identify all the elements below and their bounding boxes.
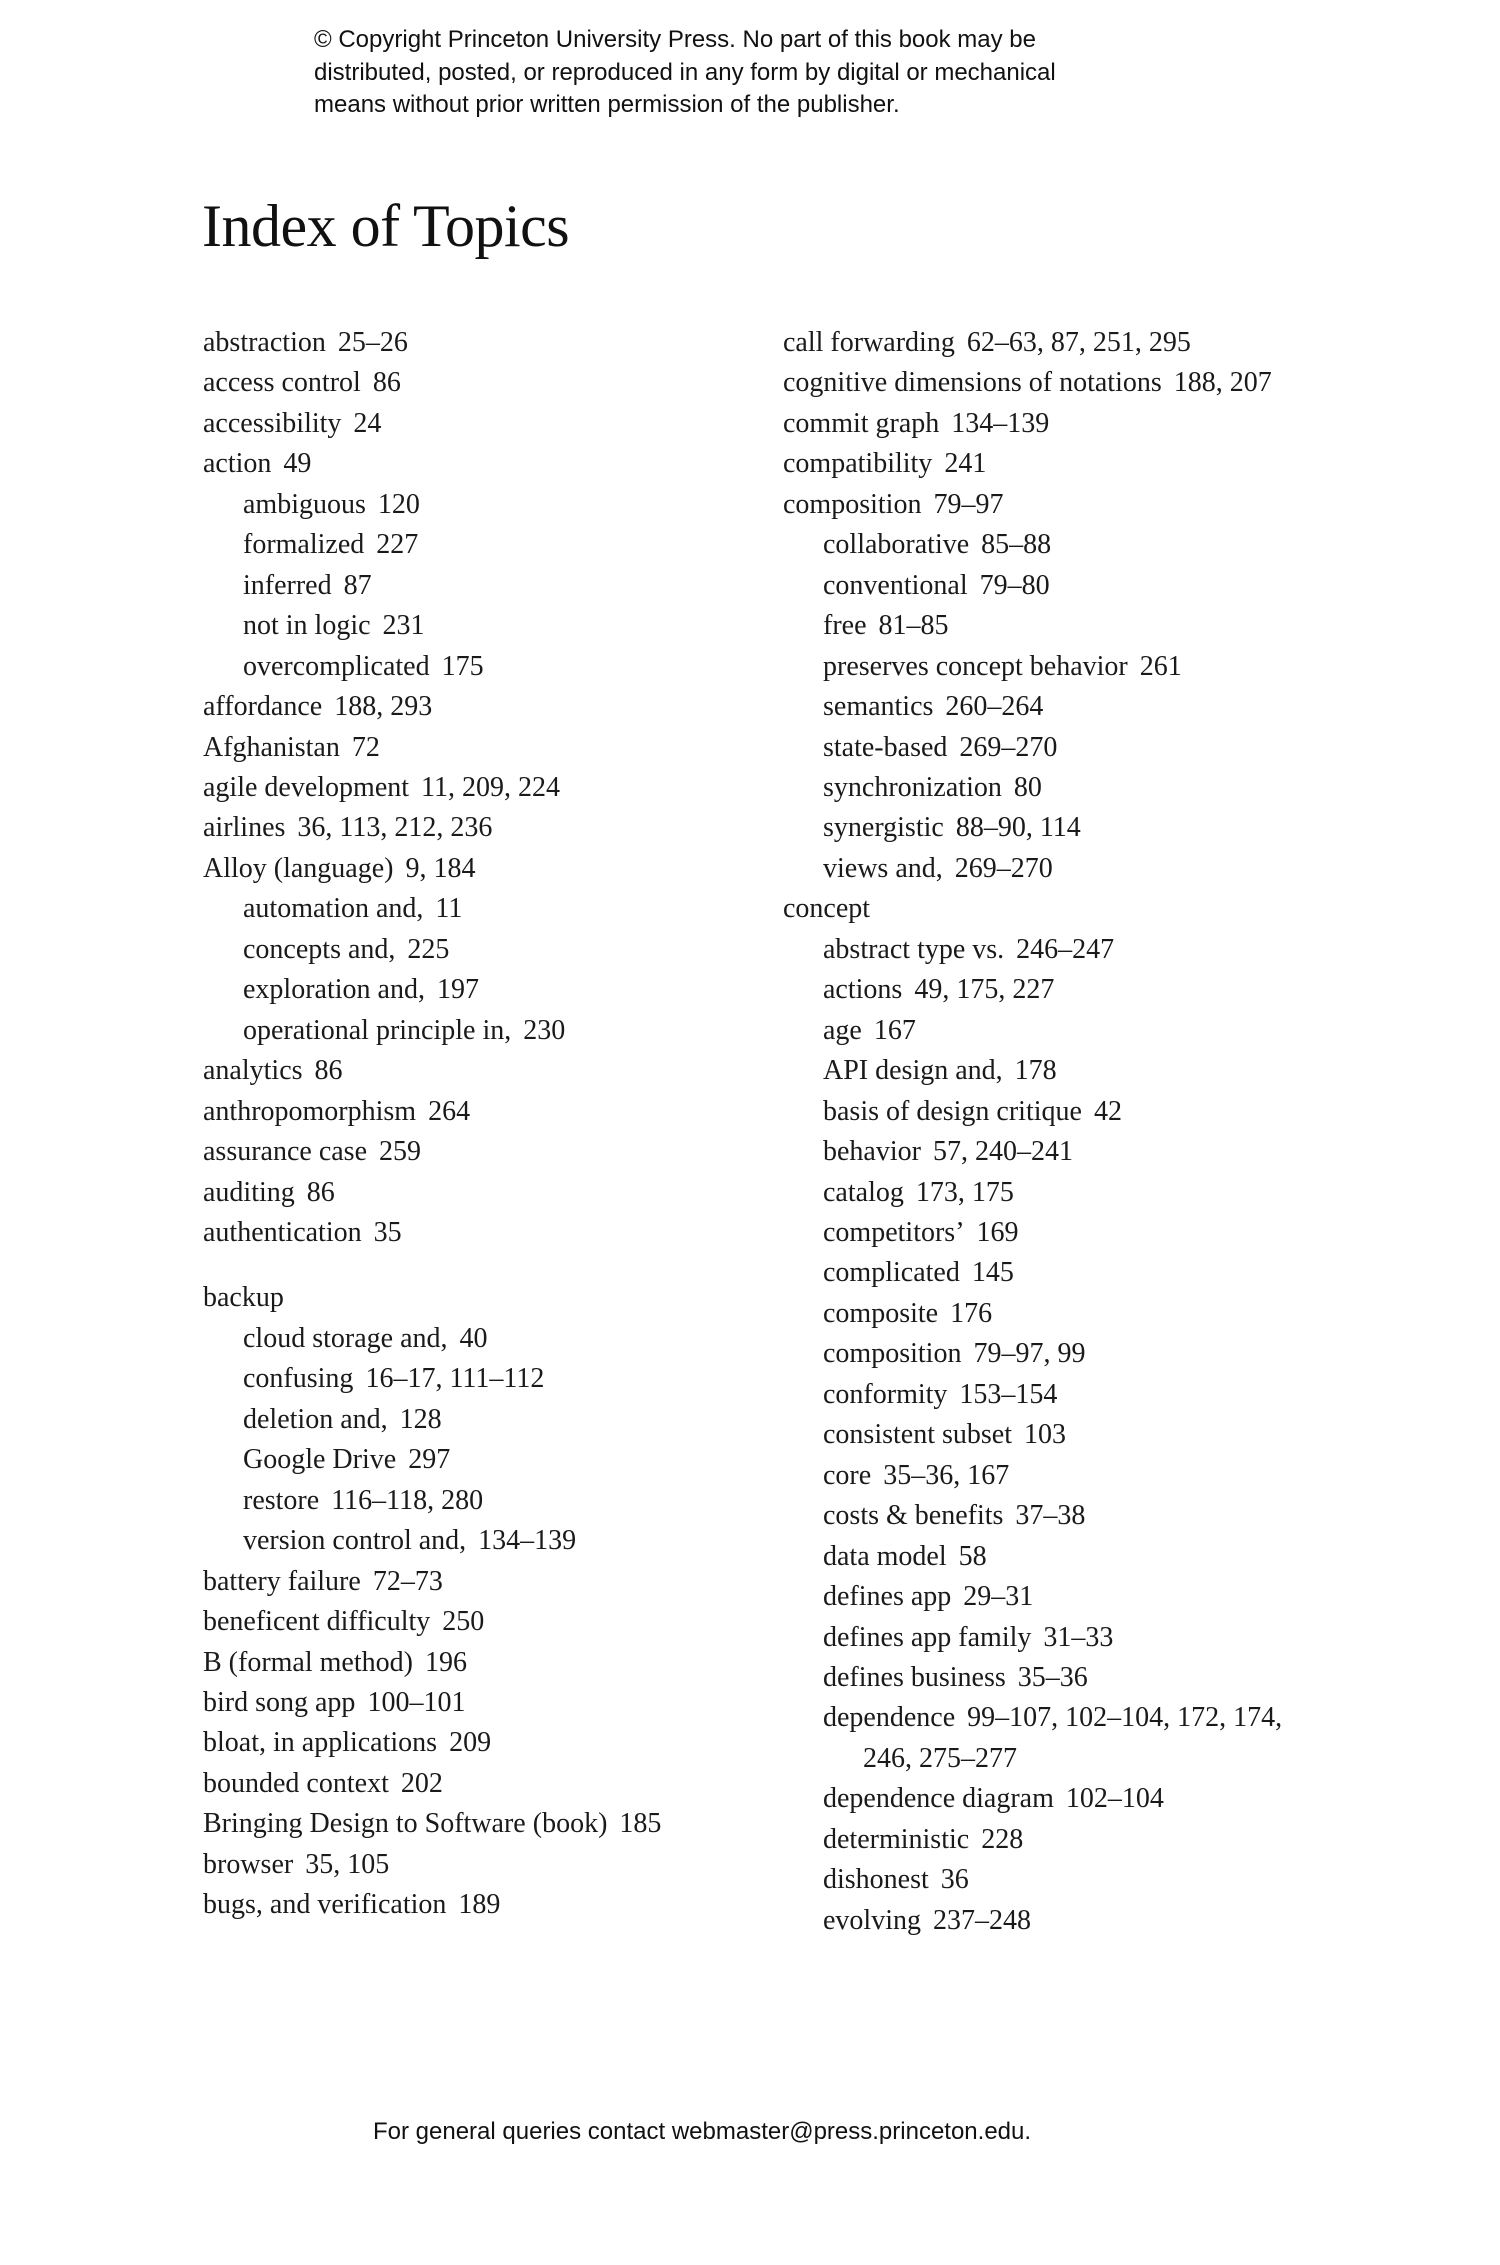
index-term: access control bbox=[203, 367, 361, 399]
index-subentry bbox=[783, 808, 1282, 848]
index-term: age bbox=[823, 1014, 862, 1046]
index-entry bbox=[203, 1885, 661, 1925]
page-title: Index of Topics bbox=[202, 193, 570, 259]
index-term: auditing bbox=[203, 1176, 295, 1208]
index-subentry bbox=[783, 1375, 1282, 1415]
index-subentry bbox=[203, 1359, 661, 1399]
index-term: bounded context bbox=[203, 1767, 389, 1799]
index-subentry bbox=[783, 606, 1282, 646]
page-numbers: 36 bbox=[940, 1864, 969, 1896]
index-column-left bbox=[203, 323, 661, 1926]
index-subentry bbox=[203, 1481, 661, 1521]
index-term: synchronization bbox=[823, 771, 1002, 803]
index-subentry bbox=[203, 1400, 661, 1440]
index-term: composite bbox=[823, 1297, 939, 1329]
index-term: formalized bbox=[243, 529, 365, 561]
page-numbers: 81–85 bbox=[878, 610, 949, 642]
copyright-line: means without prior written permission of the publisher. bbox=[314, 91, 900, 118]
index-term: restore bbox=[243, 1484, 320, 1516]
page-numbers: 176 bbox=[950, 1297, 993, 1329]
index-subentry bbox=[783, 647, 1282, 687]
index-subentry bbox=[783, 1496, 1282, 1536]
page-numbers: 9, 184 bbox=[405, 852, 476, 884]
page-numbers: 269–270 bbox=[954, 852, 1053, 884]
index-term: agile development bbox=[203, 771, 410, 803]
page-numbers: 120 bbox=[377, 488, 420, 520]
page-numbers: 35, 105 bbox=[305, 1848, 390, 1880]
page-numbers: 49, 175, 227 bbox=[914, 974, 1055, 1006]
index-entry-continuation bbox=[783, 1739, 1282, 1779]
page-numbers: 24 bbox=[353, 407, 382, 439]
page-numbers: 173, 175 bbox=[915, 1176, 1014, 1208]
index-subentry bbox=[783, 1901, 1282, 1941]
index-term: cognitive dimensions of notations bbox=[783, 367, 1162, 399]
index-subentry bbox=[783, 1577, 1282, 1617]
index-term: browser bbox=[203, 1848, 294, 1880]
index-term: API design and, bbox=[823, 1055, 1003, 1087]
index-entry bbox=[783, 323, 1282, 363]
index-term: ambiguous bbox=[243, 488, 366, 520]
index-entry bbox=[203, 1723, 661, 1763]
page-numbers: 246–247 bbox=[1016, 933, 1115, 965]
index-entry bbox=[203, 1092, 661, 1132]
page-numbers: 167 bbox=[873, 1014, 916, 1046]
index-term: operational principle in, bbox=[243, 1014, 512, 1046]
index-subentry bbox=[783, 687, 1282, 727]
index-term: dependence bbox=[823, 1702, 956, 1734]
index-term: automation and, bbox=[243, 893, 424, 925]
index-entry bbox=[203, 1562, 661, 1602]
index-entry bbox=[203, 1643, 661, 1683]
index-entry bbox=[203, 323, 661, 363]
page-numbers: 79–97, 99 bbox=[973, 1338, 1086, 1370]
copyright-line: © Copyright Princeton University Press. No part of this book may be bbox=[314, 26, 1036, 53]
page-numbers: 35 bbox=[373, 1216, 402, 1248]
page-numbers: 178 bbox=[1014, 1055, 1057, 1087]
index-subentry bbox=[783, 1334, 1282, 1374]
index-term: evolving bbox=[823, 1904, 921, 1936]
index-entry bbox=[203, 1278, 661, 1318]
index-term: actions bbox=[823, 974, 903, 1006]
index-subentry bbox=[203, 1011, 661, 1051]
index-term: composition bbox=[823, 1338, 962, 1370]
index-term: version control and, bbox=[243, 1525, 467, 1557]
index-entry bbox=[203, 1845, 661, 1885]
index-subentry bbox=[783, 525, 1282, 565]
page-numbers: 264 bbox=[428, 1095, 471, 1127]
page-numbers: 37–38 bbox=[1015, 1500, 1086, 1532]
index-entry bbox=[203, 728, 661, 768]
index-subentry bbox=[783, 1698, 1282, 1738]
page-numbers: 87 bbox=[343, 569, 372, 601]
index-term: dependence diagram bbox=[823, 1783, 1054, 1815]
page-numbers: 79–97 bbox=[933, 488, 1004, 520]
index-subentry bbox=[203, 1440, 661, 1480]
index-term: beneficent difficulty bbox=[203, 1606, 431, 1638]
page-numbers: 49 bbox=[283, 448, 312, 480]
index-term: synergistic bbox=[823, 812, 944, 844]
page-numbers: 79–80 bbox=[979, 569, 1050, 601]
index-subentry bbox=[783, 1860, 1282, 1900]
page-numbers: 225 bbox=[407, 933, 450, 965]
page-numbers: 86 bbox=[372, 367, 401, 399]
page-numbers: 169 bbox=[976, 1216, 1019, 1248]
page-numbers: 86 bbox=[306, 1176, 335, 1208]
index-term: Google Drive bbox=[243, 1444, 397, 1476]
page-numbers: 269–270 bbox=[959, 731, 1058, 763]
index-term: abstraction bbox=[203, 327, 326, 358]
index-term: defines business bbox=[823, 1661, 1006, 1693]
index-term: airlines bbox=[203, 812, 286, 844]
page-numbers: 209 bbox=[449, 1727, 492, 1759]
index-term: collaborative bbox=[823, 529, 970, 561]
page-numbers: 297 bbox=[408, 1444, 451, 1476]
index-term: core bbox=[823, 1459, 872, 1491]
index-entry bbox=[783, 889, 1282, 929]
page-numbers: 72–73 bbox=[372, 1565, 443, 1597]
index-term: catalog bbox=[823, 1176, 904, 1208]
index-term: deterministic bbox=[823, 1823, 970, 1855]
index-subentry bbox=[783, 1820, 1282, 1860]
index-subentry bbox=[783, 1253, 1282, 1293]
index-term: bugs, and verification bbox=[203, 1889, 447, 1921]
index-entry bbox=[783, 444, 1282, 484]
index-entry bbox=[783, 404, 1282, 444]
page-numbers: 228 bbox=[981, 1823, 1024, 1855]
page-numbers: 16–17, 111–112 bbox=[365, 1363, 545, 1395]
index-term: compatibility bbox=[783, 448, 933, 480]
page-numbers: 259 bbox=[379, 1136, 422, 1168]
index-term: semantics bbox=[823, 691, 934, 723]
index-term: competitors’ bbox=[823, 1216, 965, 1248]
page-numbers: 88–90, 114 bbox=[955, 812, 1081, 844]
index-term: accessibility bbox=[203, 407, 342, 439]
index-entry bbox=[203, 1173, 661, 1213]
index-subentry bbox=[203, 1319, 661, 1359]
index-term: dishonest bbox=[823, 1864, 929, 1896]
page-numbers: 246, 275–277 bbox=[863, 1742, 1017, 1774]
index-entry bbox=[783, 363, 1282, 403]
index-entry bbox=[783, 485, 1282, 525]
page-numbers: 261 bbox=[1139, 650, 1182, 682]
index-entry bbox=[203, 363, 661, 403]
page-numbers: 134–139 bbox=[951, 407, 1050, 439]
page-numbers: 189 bbox=[458, 1889, 501, 1921]
index-subentry bbox=[203, 1521, 661, 1561]
page-numbers: 72 bbox=[351, 731, 380, 763]
index-term: exploration and, bbox=[243, 974, 425, 1006]
index-subentry bbox=[203, 606, 661, 646]
index-entry bbox=[203, 1804, 661, 1844]
index-term: action bbox=[203, 448, 272, 480]
page-numbers: 134–139 bbox=[478, 1525, 577, 1557]
page-numbers: 260–264 bbox=[945, 691, 1044, 723]
index-entry bbox=[203, 1213, 661, 1253]
page-numbers: 36, 113, 212, 236 bbox=[297, 812, 493, 844]
index-term: assurance case bbox=[203, 1136, 368, 1168]
index-term: conformity bbox=[823, 1378, 948, 1410]
page-numbers: 31–33 bbox=[1043, 1621, 1114, 1653]
index-term: Alloy (language) bbox=[203, 852, 394, 884]
index-subentry bbox=[783, 1618, 1282, 1658]
index-term: abstract type vs. bbox=[823, 933, 1005, 965]
index-subentry bbox=[203, 647, 661, 687]
page-numbers: 231 bbox=[382, 610, 425, 642]
index-subentry bbox=[783, 970, 1282, 1010]
page-numbers: 40 bbox=[459, 1322, 488, 1354]
page-numbers: 153–154 bbox=[959, 1378, 1058, 1410]
index-term: backup bbox=[203, 1282, 284, 1314]
page-numbers: 196 bbox=[424, 1646, 467, 1678]
page-numbers: 29–31 bbox=[963, 1581, 1034, 1613]
page-numbers: 202 bbox=[400, 1767, 443, 1799]
index-subentry bbox=[783, 1415, 1282, 1455]
index-entry bbox=[203, 1602, 661, 1642]
index-term: behavior bbox=[823, 1136, 921, 1168]
page-numbers: 145 bbox=[971, 1257, 1014, 1289]
index-entry bbox=[203, 808, 661, 848]
index-subentry bbox=[203, 566, 661, 606]
page-numbers: 42 bbox=[1093, 1095, 1122, 1127]
page-numbers: 175 bbox=[441, 650, 484, 682]
index-entry bbox=[203, 1764, 661, 1804]
index-term: complicated bbox=[823, 1257, 960, 1289]
index-term: anthropomorphism bbox=[203, 1095, 417, 1127]
index-term: concept bbox=[783, 893, 871, 925]
page-numbers: 116–118, 280 bbox=[331, 1484, 484, 1516]
index-term: composition bbox=[783, 488, 922, 520]
index-term: analytics bbox=[203, 1055, 303, 1087]
page-numbers: 25–26 bbox=[337, 327, 408, 358]
index-term: affordance bbox=[203, 691, 323, 723]
index-term: inferred bbox=[243, 569, 332, 601]
index-subentry bbox=[203, 889, 661, 929]
index-term: consistent subset bbox=[823, 1419, 1012, 1451]
page-numbers: 185 bbox=[619, 1808, 662, 1840]
index-entry bbox=[203, 849, 661, 889]
index-entry bbox=[203, 1051, 661, 1091]
index-term: not in logic bbox=[243, 610, 371, 642]
index-subentry bbox=[783, 1779, 1282, 1819]
index-subentry bbox=[783, 1132, 1282, 1172]
page-numbers: 230 bbox=[523, 1014, 566, 1046]
page-numbers: 241 bbox=[944, 448, 987, 480]
page-numbers: 188, 207 bbox=[1173, 367, 1272, 399]
page-numbers: 86 bbox=[314, 1055, 343, 1087]
index-entry bbox=[203, 1132, 661, 1172]
index-subentry bbox=[783, 728, 1282, 768]
index-term: Bringing Design to Software (book) bbox=[203, 1808, 608, 1840]
index-subentry bbox=[783, 1173, 1282, 1213]
index-entry bbox=[203, 768, 661, 808]
page-numbers: 57, 240–241 bbox=[932, 1136, 1073, 1168]
page-numbers: 237–248 bbox=[933, 1904, 1031, 1936]
index-subentry bbox=[783, 1011, 1282, 1051]
page-numbers: 62–63, 87, 251, 295 bbox=[966, 327, 1191, 358]
page-numbers: 85–88 bbox=[981, 529, 1052, 561]
index-subentry bbox=[783, 768, 1282, 808]
page-numbers: 35–36 bbox=[1017, 1661, 1088, 1693]
page-numbers: 11, 209, 224 bbox=[421, 771, 561, 803]
index-entry bbox=[203, 404, 661, 444]
index-subentry bbox=[203, 485, 661, 525]
index-term: state-based bbox=[823, 731, 948, 763]
index-term: bloat, in applications bbox=[203, 1727, 438, 1759]
index-term: Afghanistan bbox=[203, 731, 340, 763]
index-subentry bbox=[203, 525, 661, 565]
page-numbers: 227 bbox=[376, 529, 419, 561]
index-term: concepts and, bbox=[243, 933, 396, 965]
page-numbers: 103 bbox=[1024, 1419, 1066, 1451]
index-term: free bbox=[823, 610, 867, 642]
index-subentry bbox=[203, 930, 661, 970]
index-term: overcomplicated bbox=[243, 650, 430, 682]
index-subentry bbox=[783, 1537, 1282, 1577]
page-numbers: 250 bbox=[442, 1606, 485, 1638]
index-term: call forwarding bbox=[783, 327, 955, 358]
index-subentry bbox=[783, 1092, 1282, 1132]
index-term: defines app bbox=[823, 1581, 952, 1613]
page-numbers: 128 bbox=[399, 1403, 442, 1435]
index-term: battery failure bbox=[203, 1565, 361, 1597]
index-subentry bbox=[783, 1658, 1282, 1698]
index-entry bbox=[203, 444, 661, 484]
index-column-right bbox=[783, 323, 1282, 1941]
index-subentry bbox=[783, 1294, 1282, 1334]
index-subentry bbox=[783, 1213, 1282, 1253]
page-numbers: 99–107, 102–104, 172, 174, bbox=[967, 1702, 1283, 1734]
page-numbers: 100–101 bbox=[367, 1686, 466, 1718]
index-subentry bbox=[783, 1456, 1282, 1496]
index-term: costs & benefits bbox=[823, 1500, 1004, 1532]
page-numbers: 11 bbox=[435, 893, 463, 925]
index-entry bbox=[203, 687, 661, 727]
index-term: authentication bbox=[203, 1216, 362, 1248]
index-term: views and, bbox=[823, 852, 943, 884]
index-term: data model bbox=[823, 1540, 947, 1572]
index-entry bbox=[203, 1683, 661, 1723]
index-subentry bbox=[783, 1051, 1282, 1091]
page-numbers: 188, 293 bbox=[334, 691, 433, 723]
index-subentry bbox=[783, 849, 1282, 889]
index-subentry bbox=[783, 930, 1282, 970]
footer-contact: For general queries contact webmaster@press.princeton.edu. bbox=[373, 2118, 1032, 2145]
index-term: B (formal method) bbox=[203, 1646, 413, 1678]
index-term: preserves concept behavior bbox=[823, 650, 1128, 682]
index-term: basis of design critique bbox=[823, 1095, 1082, 1127]
copyright-line: distributed, posted, or reproduced in any form by digital or mechanical bbox=[314, 58, 1056, 86]
page-numbers: 197 bbox=[436, 974, 479, 1006]
page-numbers: 35–36, 167 bbox=[883, 1459, 1010, 1491]
page-numbers: 80 bbox=[1013, 771, 1042, 803]
page-numbers: 58 bbox=[958, 1540, 987, 1572]
index-term: bird song app bbox=[203, 1686, 356, 1718]
index-term: confusing bbox=[243, 1363, 354, 1395]
index-subentry bbox=[203, 970, 661, 1010]
index-term: commit graph bbox=[783, 407, 940, 439]
page-numbers: 102–104 bbox=[1065, 1783, 1164, 1815]
copyright-notice bbox=[314, 24, 1214, 122]
index-term: deletion and, bbox=[243, 1403, 388, 1435]
index-term: conventional bbox=[823, 569, 968, 601]
index-term: defines app family bbox=[823, 1621, 1032, 1653]
index-term: cloud storage and, bbox=[243, 1322, 448, 1354]
index-subentry bbox=[783, 566, 1282, 606]
